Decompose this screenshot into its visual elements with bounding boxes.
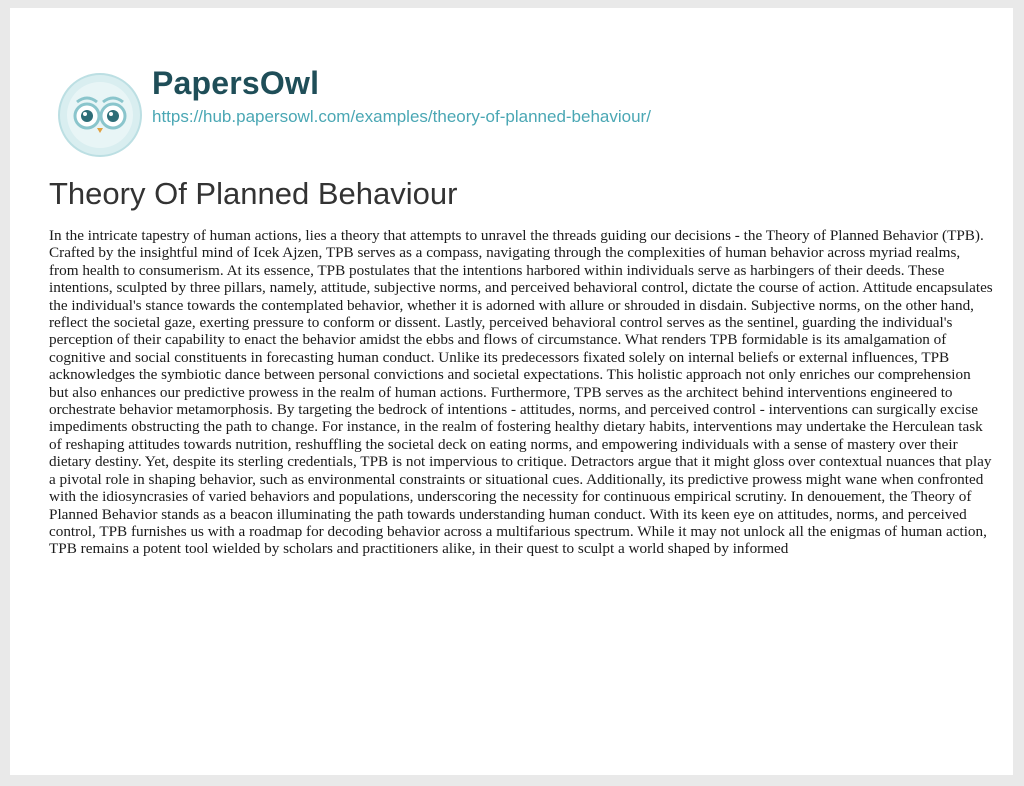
article-body: In the intricate tapestry of human actions, lies a theory that attempts to unravel the threads guiding our decisions - the Theory of Planned Behavior (TPB). Crafted by the insightful mind of Icek Ajzen, TPB serves as a compass, navigating through the complexities of human behavior across myriad realms, from health to consumerism. At its essence, TPB postulates that the intentions harbored within individuals serve as harbingers of their deeds. These intentions, sculpted by three pillars, namely, attitude, subjective norms, and perceived behavioral control, dictate the course of action. Attitude encapsulates the individual's stance towards the contemplated behavior, whether it is adorned with allure or shrouded in disdain. Subjective norms, on the other hand, reflect the societal gaze, exerting pressure to conform or dissent. Lastly, perceived behavioral control serves as the sentinel, guarding the individual's perception of their capability to enact the behavior amidst the ebbs and flows of circumstance. What renders TPB formidable is its amalgamation of cognitive and social constituents in forecasting human conduct. Unlike its predecessors fixated solely on internal beliefs or external influences, TPB acknowledges the symbiotic dance between personal convictions and societal expectations. This holistic approach not only enriches our comprehension but also enhances our predictive prowess in the realm of human actions. Furthermore, TPB serves as the architect behind interventions engineered to orchestrate behavior metamorphosis. By targeting the bedrock of intentions - attitudes, norms, and perceived control - interventions can surgically excise impediments obstructing the path to change. For instance, in the realm of fostering healthy dietary habits, interventions may undertake the Herculean task of reshaping attitudes towards nutrition, reshuffling the societal deck on eating norms, and empowering individuals with a sense of mastery over their dietary destiny. Yet, despite its sterling credentials, TPB is not impervious to critique. Detractors argue that it might gloss over contextual nuances that play a pivotal role in shaping behavior, such as environmental constraints or situational cues. Additionally, its predictive prowess might wane when confronted with the idiosyncrasies of varied behaviors and populations, underscoring the necessity for continuous empirical scrutiny. In denouement, the Theory of Planned Behavior stands as a beacon illuminating the path towards understanding human conduct. With its keen eye on attitudes, norms, and perceived control, TPB furnishes us with a roadmap for decoding behavior across a multifarious spectrum. While it may not unlock all the enigmas of human action, TPB remains a potent tool wielded by scholars and practitioners alike, in their quest to sculpt a world shaped by informed <box>49 227 993 558</box>
owl-logo-icon <box>57 72 143 158</box>
brand-name: PapersOwl <box>152 65 320 101</box>
site-header <box>10 8 1013 156</box>
article-title: Theory Of Planned Behaviour <box>49 176 458 211</box>
source-url-link[interactable]: https://hub.papersowl.com/examples/theory-of-planned-behaviour/ <box>152 107 651 126</box>
document-page <box>10 8 1013 775</box>
